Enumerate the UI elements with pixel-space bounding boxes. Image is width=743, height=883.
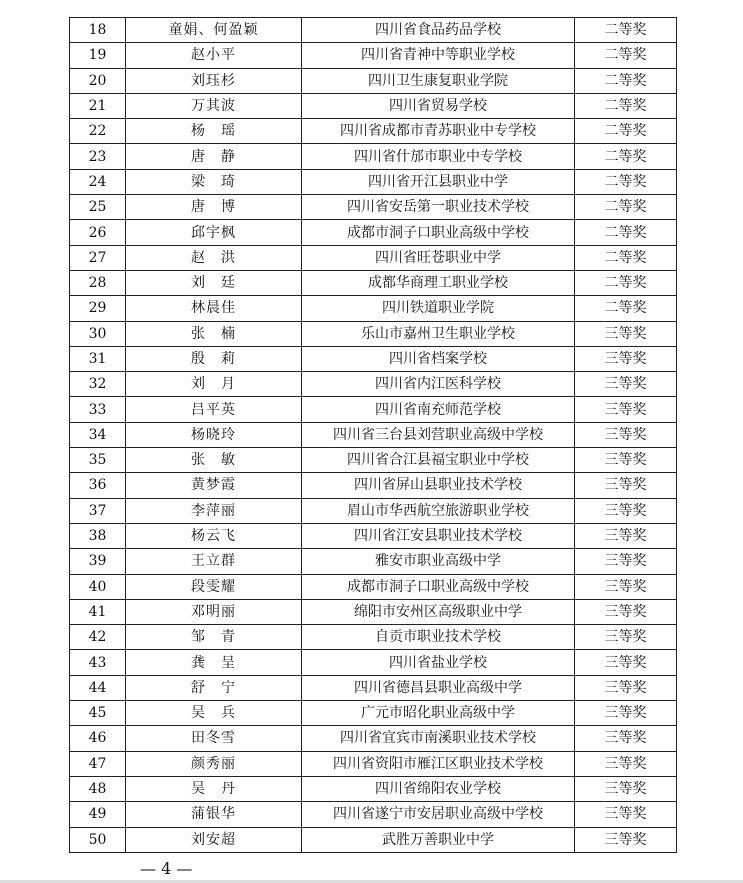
award-level-cell: 二等奖	[575, 119, 677, 144]
row-number-cell: 49	[70, 802, 126, 827]
row-number-cell: 33	[70, 397, 126, 422]
table-row	[70, 650, 677, 675]
school-name-cell: 四川卫生康复职业学院	[302, 68, 575, 93]
award-level-cell: 三等奖	[575, 448, 677, 473]
table-row	[70, 270, 677, 295]
row-number-cell: 34	[70, 422, 126, 447]
table-row	[70, 321, 677, 346]
school-name-cell: 四川省贸易学校	[302, 93, 575, 118]
school-name-cell: 四川省南充师范学校	[302, 397, 575, 422]
school-name-cell: 四川省旺苍职业中学	[302, 245, 575, 270]
winner-name-cell: 邱宇枫	[126, 220, 302, 245]
table-row	[70, 18, 677, 43]
table-row	[70, 549, 677, 574]
award-level-cell: 二等奖	[575, 169, 677, 194]
award-level-cell: 二等奖	[575, 296, 677, 321]
winner-name-cell: 田冬雪	[126, 726, 302, 751]
winner-name-cell: 刘 月	[126, 372, 302, 397]
winner-name-cell: 李萍丽	[126, 498, 302, 523]
winner-name-cell: 唐 博	[126, 195, 302, 220]
table-row	[70, 574, 677, 599]
row-number-cell: 31	[70, 346, 126, 371]
school-name-cell: 四川省合江县福宝职业中学校	[302, 448, 575, 473]
row-number-cell: 37	[70, 498, 126, 523]
award-level-cell: 三等奖	[575, 726, 677, 751]
row-number-cell: 48	[70, 776, 126, 801]
table-row	[70, 726, 677, 751]
row-number-cell: 18	[70, 18, 126, 43]
school-name-cell: 成都市洞子口职业高级中学校	[302, 220, 575, 245]
school-name-cell: 四川省德昌县职业高级中学	[302, 675, 575, 700]
table-row	[70, 397, 677, 422]
winner-name-cell: 邓明丽	[126, 599, 302, 624]
winner-name-cell: 张 楠	[126, 321, 302, 346]
winner-name-cell: 刘珏杉	[126, 68, 302, 93]
award-level-cell: 二等奖	[575, 68, 677, 93]
winner-name-cell: 王立群	[126, 549, 302, 574]
school-name-cell: 武胜万善职业中学	[302, 827, 575, 852]
table-row	[70, 473, 677, 498]
winner-name-cell: 殷 莉	[126, 346, 302, 371]
row-number-cell: 35	[70, 448, 126, 473]
award-level-cell: 三等奖	[575, 549, 677, 574]
winner-name-cell: 万其波	[126, 93, 302, 118]
award-level-cell: 三等奖	[575, 751, 677, 776]
award-level-cell: 三等奖	[575, 523, 677, 548]
table-row	[70, 448, 677, 473]
school-name-cell: 四川省档案学校	[302, 346, 575, 371]
award-level-cell: 三等奖	[575, 827, 677, 852]
school-name-cell: 广元市昭化职业高级中学	[302, 701, 575, 726]
table-row	[70, 802, 677, 827]
table-row	[70, 346, 677, 371]
award-level-cell: 三等奖	[575, 599, 677, 624]
winner-name-cell: 舒 宁	[126, 675, 302, 700]
school-name-cell: 四川省绵阳农业学校	[302, 776, 575, 801]
table-row	[70, 523, 677, 548]
table-row	[70, 827, 677, 852]
row-number-cell: 32	[70, 372, 126, 397]
table-row	[70, 599, 677, 624]
row-number-cell: 28	[70, 270, 126, 295]
table-row	[70, 195, 677, 220]
school-name-cell: 四川省遂宁市安居职业高级中学校	[302, 802, 575, 827]
row-number-cell: 45	[70, 701, 126, 726]
award-level-cell: 三等奖	[575, 473, 677, 498]
table-row	[70, 675, 677, 700]
winner-name-cell: 吴 丹	[126, 776, 302, 801]
table-row	[70, 498, 677, 523]
winner-name-cell: 梁 琦	[126, 169, 302, 194]
table-row	[70, 93, 677, 118]
school-name-cell: 成都华商理工职业学校	[302, 270, 575, 295]
row-number-cell: 30	[70, 321, 126, 346]
school-name-cell: 四川省屏山县职业技术学校	[302, 473, 575, 498]
award-level-cell: 二等奖	[575, 195, 677, 220]
row-number-cell: 22	[70, 119, 126, 144]
school-name-cell: 四川省成都市青苏职业中专学校	[302, 119, 575, 144]
row-number-cell: 41	[70, 599, 126, 624]
school-name-cell: 乐山市嘉州卫生职业学校	[302, 321, 575, 346]
winner-name-cell: 颜秀丽	[126, 751, 302, 776]
winner-name-cell: 赵小平	[126, 43, 302, 68]
school-name-cell: 四川省青神中等职业学校	[302, 43, 575, 68]
award-level-cell: 三等奖	[575, 574, 677, 599]
award-level-cell: 三等奖	[575, 701, 677, 726]
winner-name-cell: 林晨佳	[126, 296, 302, 321]
table-row	[70, 68, 677, 93]
award-level-cell: 三等奖	[575, 675, 677, 700]
row-number-cell: 25	[70, 195, 126, 220]
page-number: — 4 —	[140, 859, 193, 878]
row-number-cell: 36	[70, 473, 126, 498]
award-level-cell: 二等奖	[575, 245, 677, 270]
winner-name-cell: 刘安超	[126, 827, 302, 852]
table-row	[70, 245, 677, 270]
table-row	[70, 43, 677, 68]
award-level-cell: 二等奖	[575, 18, 677, 43]
winner-name-cell: 赵 洪	[126, 245, 302, 270]
school-name-cell: 绵阳市安州区高级职业中学	[302, 599, 575, 624]
award-level-cell: 三等奖	[575, 346, 677, 371]
winner-name-cell: 黄梦霞	[126, 473, 302, 498]
winner-name-cell: 杨晓玲	[126, 422, 302, 447]
award-level-cell: 三等奖	[575, 650, 677, 675]
school-name-cell: 四川省宜宾市南溪职业技术学校	[302, 726, 575, 751]
school-name-cell: 四川省什邡市职业中专学校	[302, 144, 575, 169]
table-row	[70, 776, 677, 801]
winner-name-cell: 段雯耀	[126, 574, 302, 599]
award-table	[69, 17, 677, 853]
table-row	[70, 701, 677, 726]
row-number-cell: 38	[70, 523, 126, 548]
school-name-cell: 四川铁道职业学院	[302, 296, 575, 321]
row-number-cell: 40	[70, 574, 126, 599]
award-level-cell: 三等奖	[575, 776, 677, 801]
school-name-cell: 四川省食品药品学校	[302, 18, 575, 43]
row-number-cell: 23	[70, 144, 126, 169]
winner-name-cell: 吕平英	[126, 397, 302, 422]
winner-name-cell: 邹 青	[126, 625, 302, 650]
award-level-cell: 二等奖	[575, 270, 677, 295]
winner-name-cell: 张 敏	[126, 448, 302, 473]
school-name-cell: 四川省盐业学校	[302, 650, 575, 675]
row-number-cell: 29	[70, 296, 126, 321]
award-level-cell: 三等奖	[575, 498, 677, 523]
award-level-cell: 三等奖	[575, 372, 677, 397]
table-row	[70, 372, 677, 397]
award-level-cell: 二等奖	[575, 144, 677, 169]
winner-name-cell: 唐 静	[126, 144, 302, 169]
row-number-cell: 47	[70, 751, 126, 776]
winner-name-cell: 刘 廷	[126, 270, 302, 295]
table-row	[70, 296, 677, 321]
award-table-body	[70, 18, 677, 853]
row-number-cell: 44	[70, 675, 126, 700]
school-name-cell: 眉山市华西航空旅游职业学校	[302, 498, 575, 523]
row-number-cell: 42	[70, 625, 126, 650]
award-level-cell: 二等奖	[575, 43, 677, 68]
award-level-cell: 三等奖	[575, 625, 677, 650]
winner-name-cell: 龚 呈	[126, 650, 302, 675]
school-name-cell: 四川省江安县职业技术学校	[302, 523, 575, 548]
school-name-cell: 四川省内江医科学校	[302, 372, 575, 397]
table-row	[70, 169, 677, 194]
award-level-cell: 二等奖	[575, 220, 677, 245]
school-name-cell: 四川省开江县职业中学	[302, 169, 575, 194]
award-level-cell: 三等奖	[575, 802, 677, 827]
table-row	[70, 422, 677, 447]
school-name-cell: 成都市洞子口职业高级中学校	[302, 574, 575, 599]
table-row	[70, 119, 677, 144]
row-number-cell: 20	[70, 68, 126, 93]
school-name-cell: 四川省安岳第一职业技术学校	[302, 195, 575, 220]
table-row	[70, 144, 677, 169]
school-name-cell: 自贡市职业技术学校	[302, 625, 575, 650]
row-number-cell: 19	[70, 43, 126, 68]
row-number-cell: 26	[70, 220, 126, 245]
award-level-cell: 二等奖	[575, 93, 677, 118]
winner-name-cell: 杨云飞	[126, 523, 302, 548]
award-level-cell: 三等奖	[575, 422, 677, 447]
table-row	[70, 625, 677, 650]
school-name-cell: 四川省资阳市雁江区职业技术学校	[302, 751, 575, 776]
row-number-cell: 21	[70, 93, 126, 118]
row-number-cell: 24	[70, 169, 126, 194]
award-level-cell: 三等奖	[575, 321, 677, 346]
row-number-cell: 50	[70, 827, 126, 852]
table-row	[70, 220, 677, 245]
winner-name-cell: 童娟、何盈颖	[126, 18, 302, 43]
row-number-cell: 43	[70, 650, 126, 675]
winner-name-cell: 蒲银华	[126, 802, 302, 827]
winner-name-cell: 吴 兵	[126, 701, 302, 726]
award-level-cell: 三等奖	[575, 397, 677, 422]
winner-name-cell: 杨 瑶	[126, 119, 302, 144]
school-name-cell: 四川省三台县刘营职业高级中学校	[302, 422, 575, 447]
row-number-cell: 27	[70, 245, 126, 270]
row-number-cell: 46	[70, 726, 126, 751]
school-name-cell: 雅安市职业高级中学	[302, 549, 575, 574]
row-number-cell: 39	[70, 549, 126, 574]
table-row	[70, 751, 677, 776]
